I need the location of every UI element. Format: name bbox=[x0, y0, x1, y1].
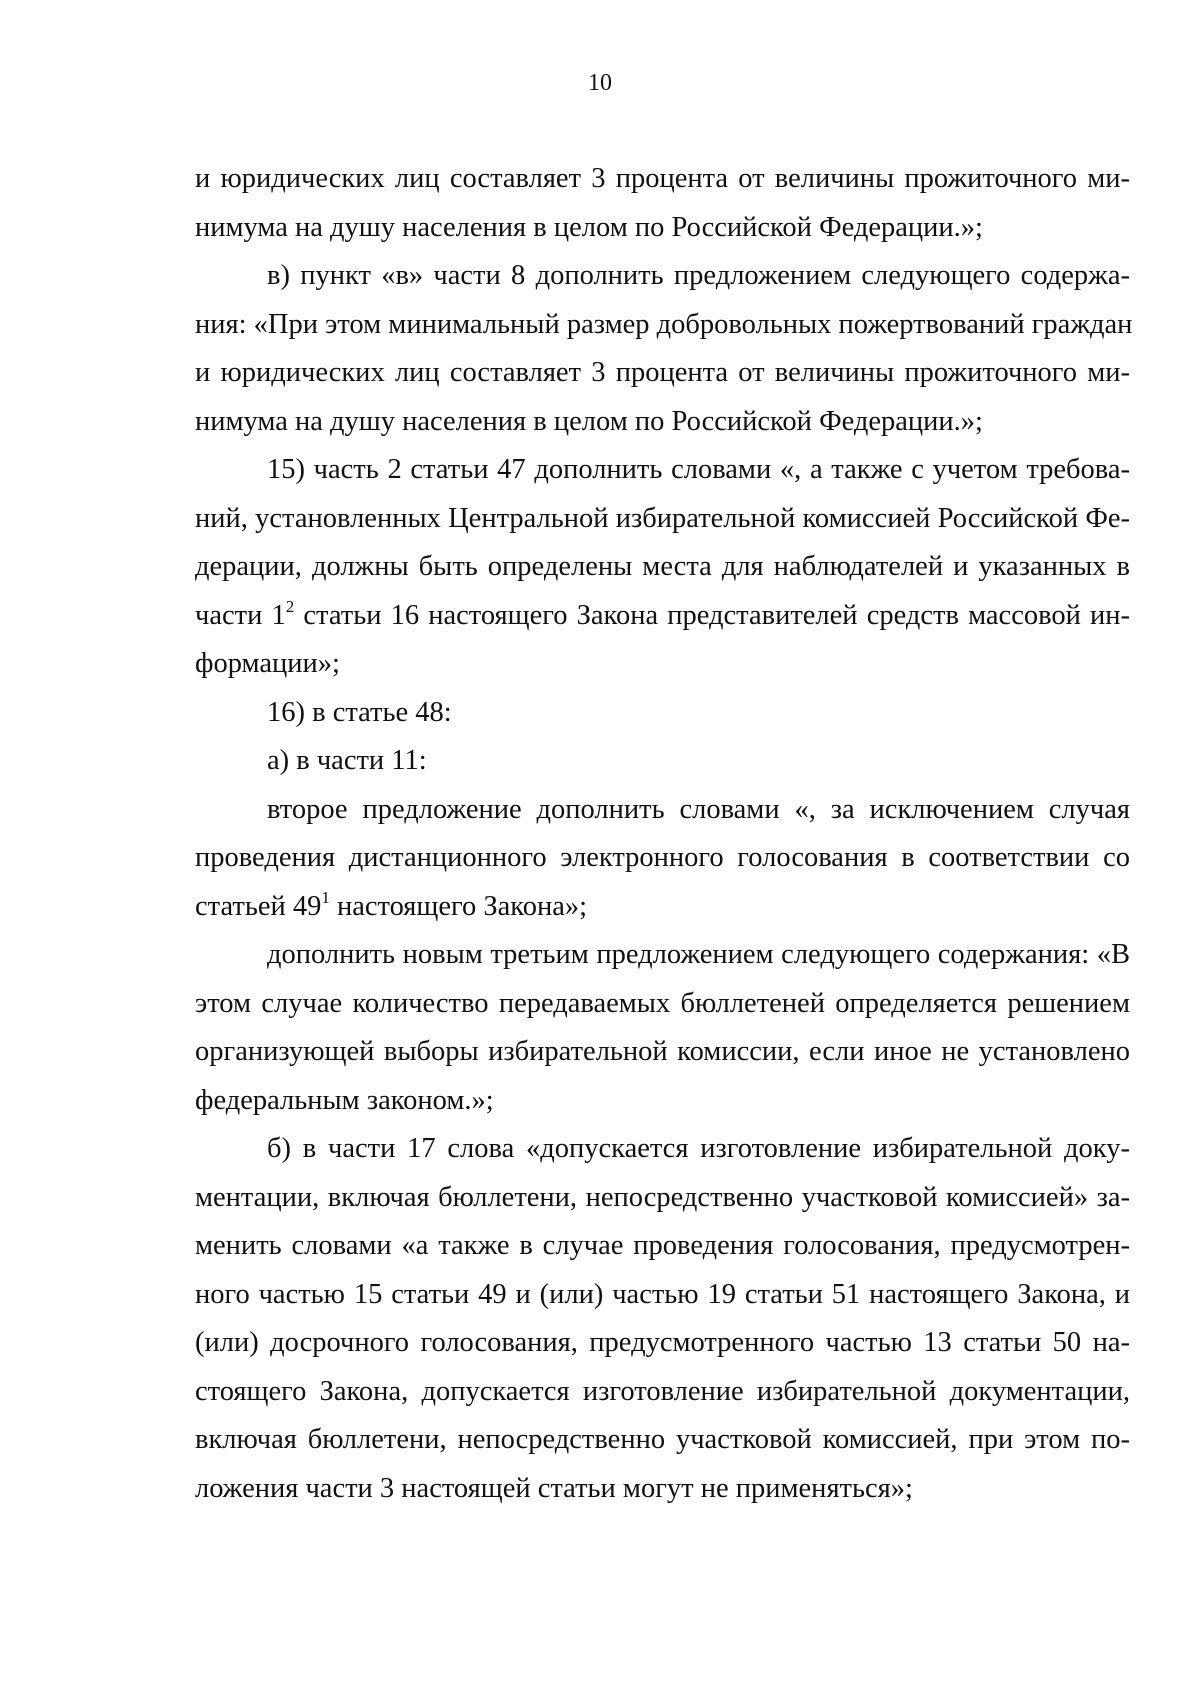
text-line: ложения части 3 настоящей статьи могут не применяться»; bbox=[195, 1472, 913, 1504]
page-number: 10 bbox=[588, 70, 612, 96]
text-segment: части 1 bbox=[195, 599, 286, 631]
text-line: в) пункт «в» части 8 дополнить предложением следующего содержа- bbox=[267, 260, 1130, 291]
text-line: организующей выборы избирательной комиссии, если иное не установлено bbox=[195, 1036, 1130, 1067]
superscript: 1 bbox=[321, 887, 330, 907]
text-line: и юридических лиц составляет 3 процента от величины прожиточного ми- bbox=[195, 357, 1130, 388]
text-segment: настоящего Закона»; bbox=[329, 890, 588, 922]
text-line: этом случае количество передаваемых бюллетеней определяется решением bbox=[195, 987, 1130, 1019]
text-line: ния: «При этом минимальный размер добровольных пожертвований граждан bbox=[195, 308, 1133, 340]
text-line: формации»; bbox=[195, 648, 340, 679]
superscript: 2 bbox=[285, 596, 295, 616]
text-segment: статьи 16 настоящего Закона представителей средств массовой ин- bbox=[294, 599, 1130, 631]
text-line: 16) в статье 48: bbox=[267, 696, 452, 728]
text-line: федеральным законом.»; bbox=[195, 1084, 494, 1116]
document-body bbox=[195, 155, 1133, 1513]
text-segment: статьей 49 bbox=[195, 890, 322, 922]
text-line: (или) досрочного голосования, предусмотренного частью 13 статьи 50 на- bbox=[195, 1327, 1130, 1358]
text-line: дерации, должны быть определены места для наблюдателей и указанных в bbox=[195, 551, 1130, 582]
text-line: второе предложение дополнить словами «, за исключением случая bbox=[267, 793, 1130, 825]
text-line bbox=[195, 592, 1130, 641]
text-line: и юридических лиц составляет 3 процента от величины прожиточного ми- bbox=[195, 163, 1130, 194]
text-line: менить словами «а также в случае проведения голосования, предусмотрен- bbox=[195, 1230, 1130, 1261]
text-line: ний, установленных Центральной избирательной комиссией Российской Фе- bbox=[195, 502, 1130, 534]
text-line: стоящего Закона, допускается изготовление избирательной документации, bbox=[195, 1375, 1130, 1407]
text-line bbox=[195, 883, 1130, 932]
text-line: включая бюллетени, непосредственно участковой комиссией, при этом по- bbox=[195, 1424, 1130, 1455]
text-line: нимума на душу населения в целом по Российской Федерации.»; bbox=[195, 211, 983, 243]
text-line: нимума на душу населения в целом по Российской Федерации.»; bbox=[195, 405, 983, 437]
text-line: дополнить новым третьим предложением следующего содержания: «В bbox=[267, 939, 1130, 970]
text-line: а) в части 11: bbox=[267, 745, 427, 776]
text-line: 15) часть 2 статьи 47 дополнить словами «, а также с учетом требова- bbox=[267, 454, 1130, 485]
text-line: б) в части 17 слова «допускается изготовление избирательной доку- bbox=[267, 1133, 1130, 1164]
text-line: ментации, включая бюллетени, непосредственно участковой комиссией» за- bbox=[195, 1181, 1130, 1213]
text-line: проведения дистанционного электронного голосования в соответствии со bbox=[195, 842, 1130, 873]
text-line: ного частью 15 статьи 49 и (или) частью 19 статьи 51 настоящего Закона, и bbox=[195, 1278, 1130, 1310]
